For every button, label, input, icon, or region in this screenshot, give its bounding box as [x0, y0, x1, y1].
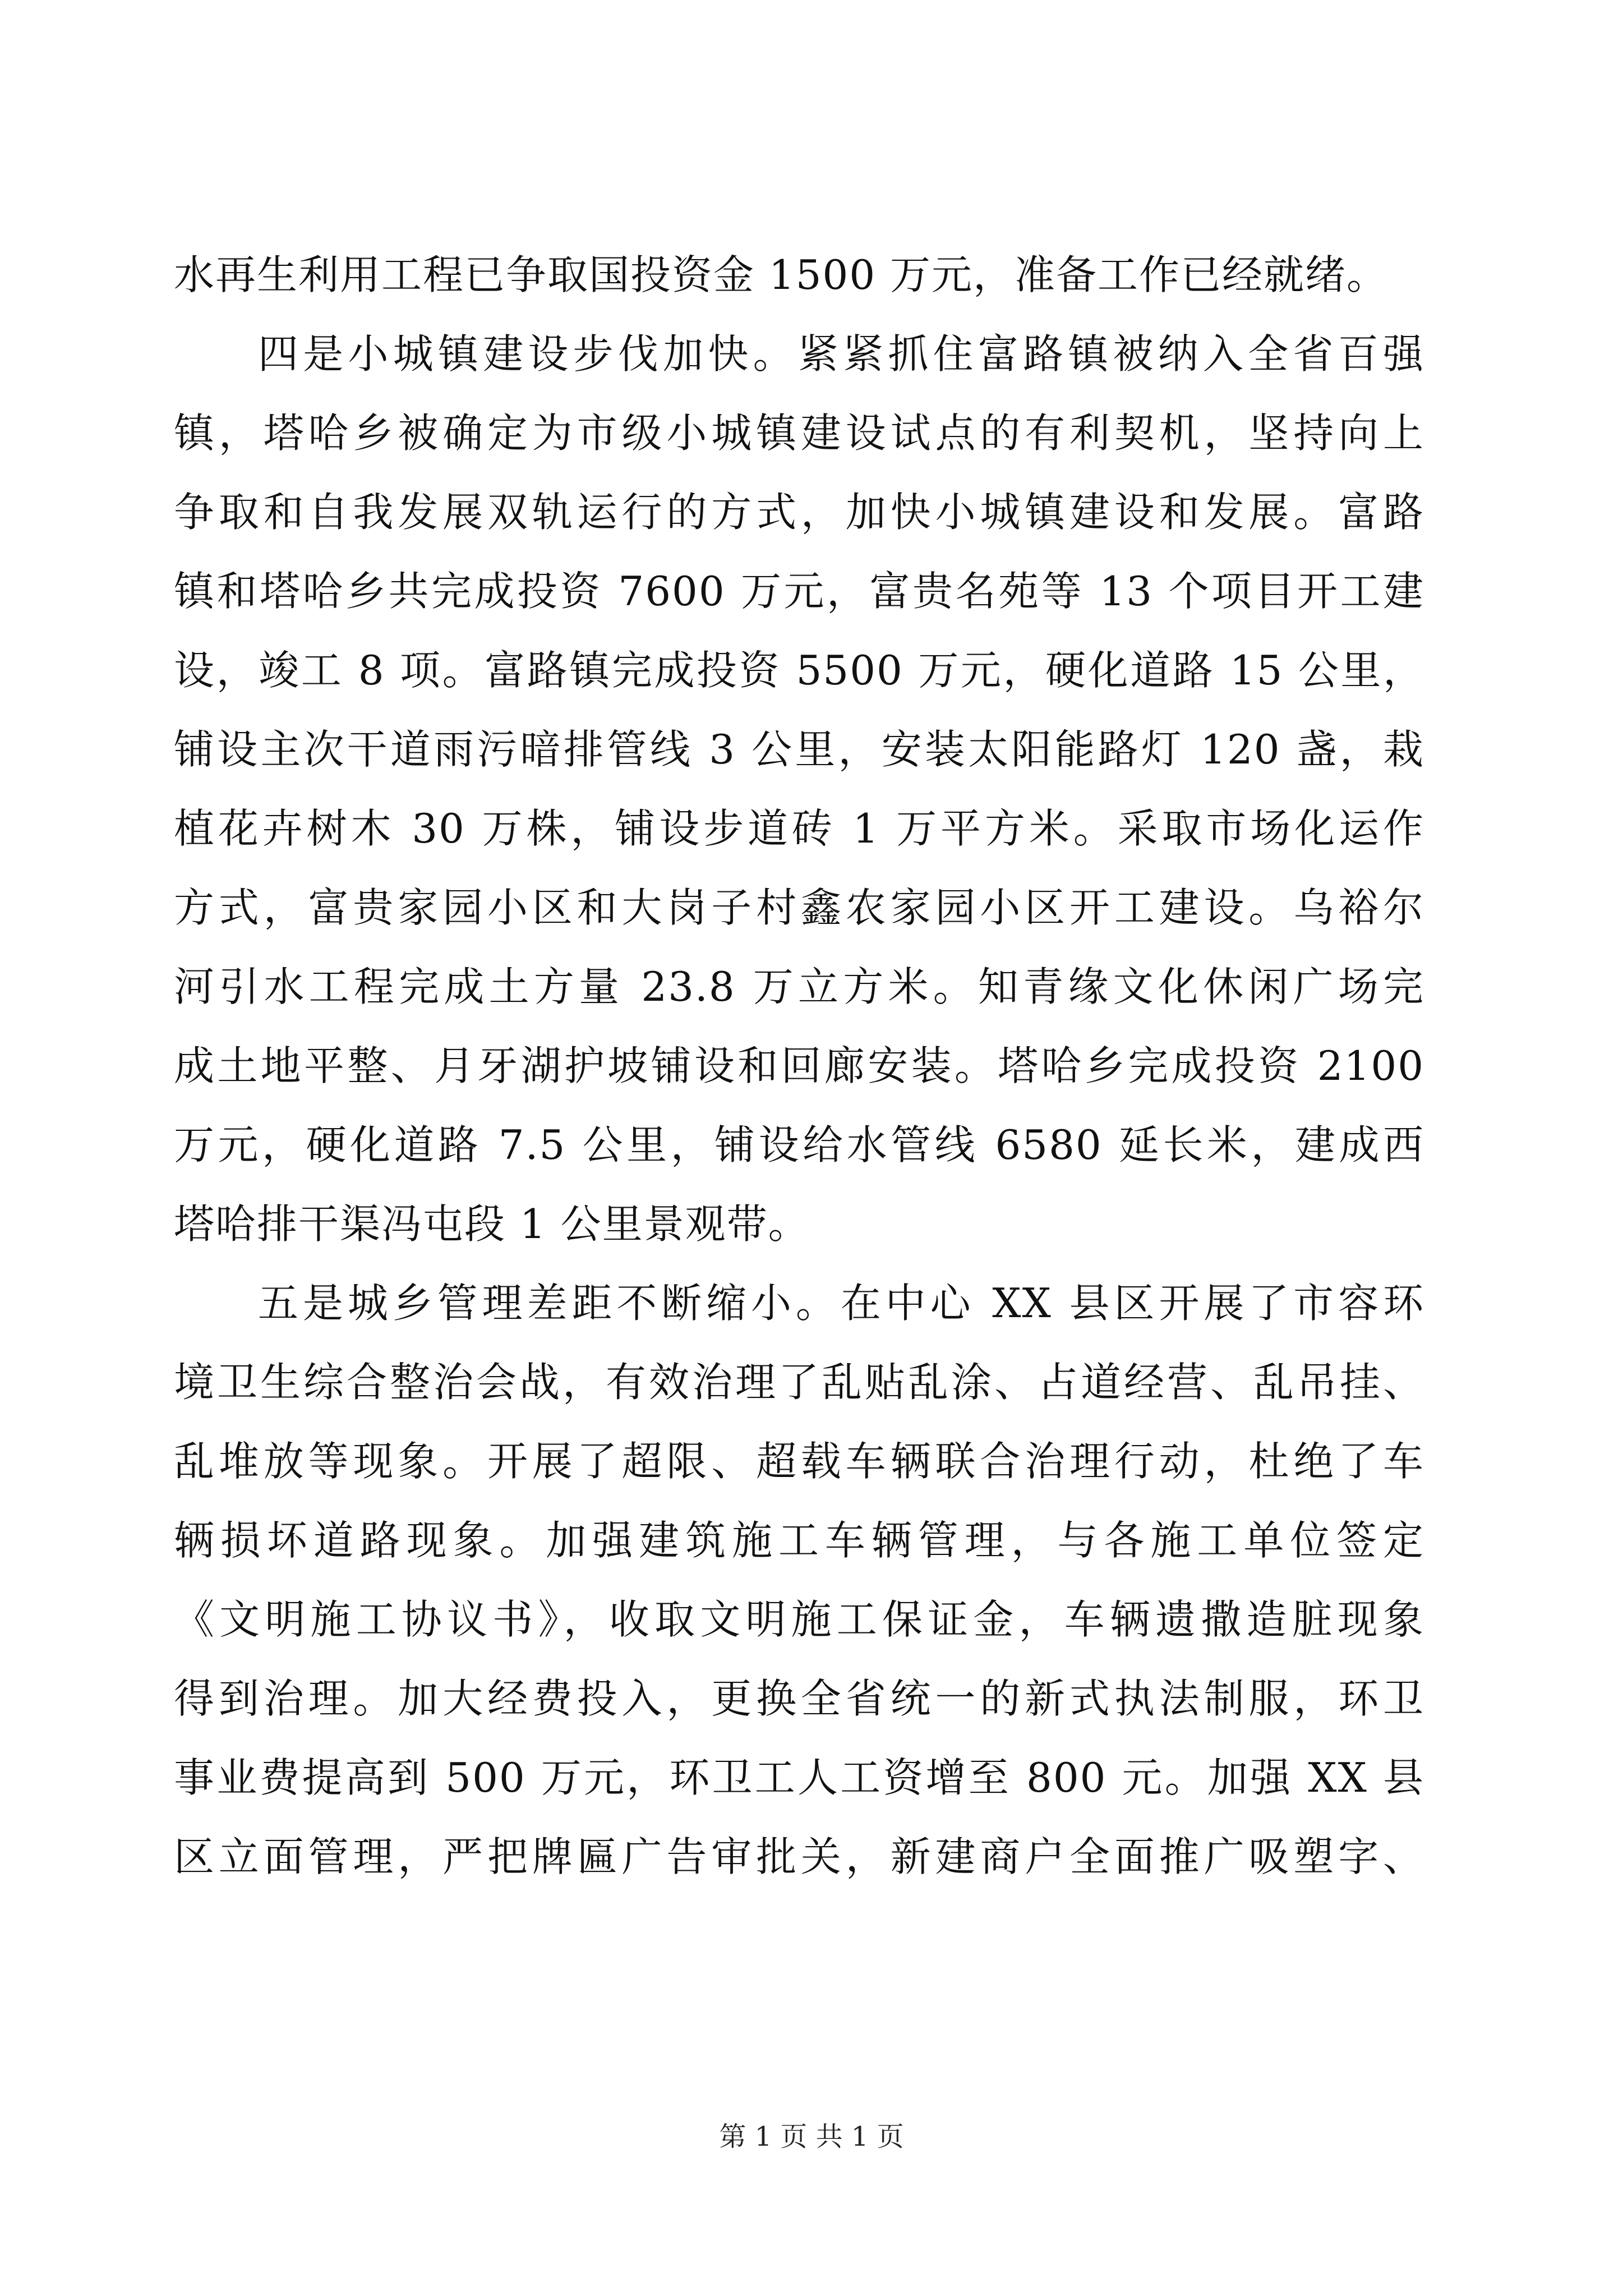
paragraph-start-line: 四是小城镇建设步伐加快。紧紧抓住富路镇被纳入全省百强: [258, 330, 1424, 378]
text-line: 植花卉树木 30 万株，铺设步道砖 1 万平方米。采取市场化运作: [174, 805, 1424, 852]
text-line: 镇和塔哈乡共完成投资 7600 万元，富贵名苑等 13 个项目开工建: [174, 568, 1424, 615]
text-line: 《文明施工协议书》，收取文明施工保证金，车辆遗撒造脏现象: [174, 1596, 1424, 1643]
text-line: 争取和自我发展双轨运行的方式，加快小城镇建设和发展。富路: [174, 489, 1424, 536]
text-line: 境卫生综合整治会战，有效治理了乱贴乱涂、占道经营、乱吊挂、: [174, 1359, 1424, 1406]
text-line: 区立面管理，严把牌匾广告审批关，新建商户全面推广吸塑字、: [174, 1833, 1424, 1880]
page-number-label: 第 1 页 共 1 页: [719, 2121, 904, 2152]
text-line: 得到治理。加大经费投入，更换全省统一的新式执法制服，环卫: [174, 1675, 1424, 1722]
text-line: 成土地平整、月牙湖护坡铺设和回廊安装。塔哈乡完成投资 2100: [174, 1042, 1424, 1089]
document-body: [174, 236, 1424, 1897]
text-line: 万元，硬化道路 7.5 公里，铺设给水管线 6580 延长米，建成西: [174, 1121, 1424, 1168]
text-line: 水再生利用工程已争取国投资金 1500 万元，准备工作已经就绪。: [174, 251, 1389, 298]
text-line: 塔哈排干渠冯屯段 1 公里景观带。: [174, 1200, 810, 1248]
text-line: 事业费提高到 500 万元，环卫工人工资增至 800 元。加强 XX 县: [174, 1754, 1424, 1801]
text-line: 河引水工程完成土方量 23.8 万立方米。知青缘文化休闲广场完: [174, 963, 1424, 1010]
text-line: 方式，富贵家园小区和大岗子村鑫农家园小区开工建设。乌裕尔: [174, 884, 1424, 931]
text-line: 铺设主次干道雨污暗排管线 3 公里，安装太阳能路灯 120 盏，栽: [174, 726, 1424, 773]
text-line: 设，竣工 8 项。富路镇完成投资 5500 万元，硬化道路 15 公里，: [174, 647, 1424, 694]
text-line: 乱堆放等现象。开展了超限、超载车辆联合治理行动，杜绝了车: [174, 1438, 1424, 1485]
text-line: 辆损坏道路现象。加强建筑施工车辆管理，与各施工单位签定: [174, 1517, 1424, 1564]
page-footer: [0, 2115, 1623, 2154]
paragraph-start-line: 五是城乡管理差距不断缩小。在中心 XX 县区开展了市容环: [258, 1280, 1424, 1327]
text-line: 镇，塔哈乡被确定为市级小城镇建设试点的有利契机，坚持向上: [174, 409, 1424, 457]
